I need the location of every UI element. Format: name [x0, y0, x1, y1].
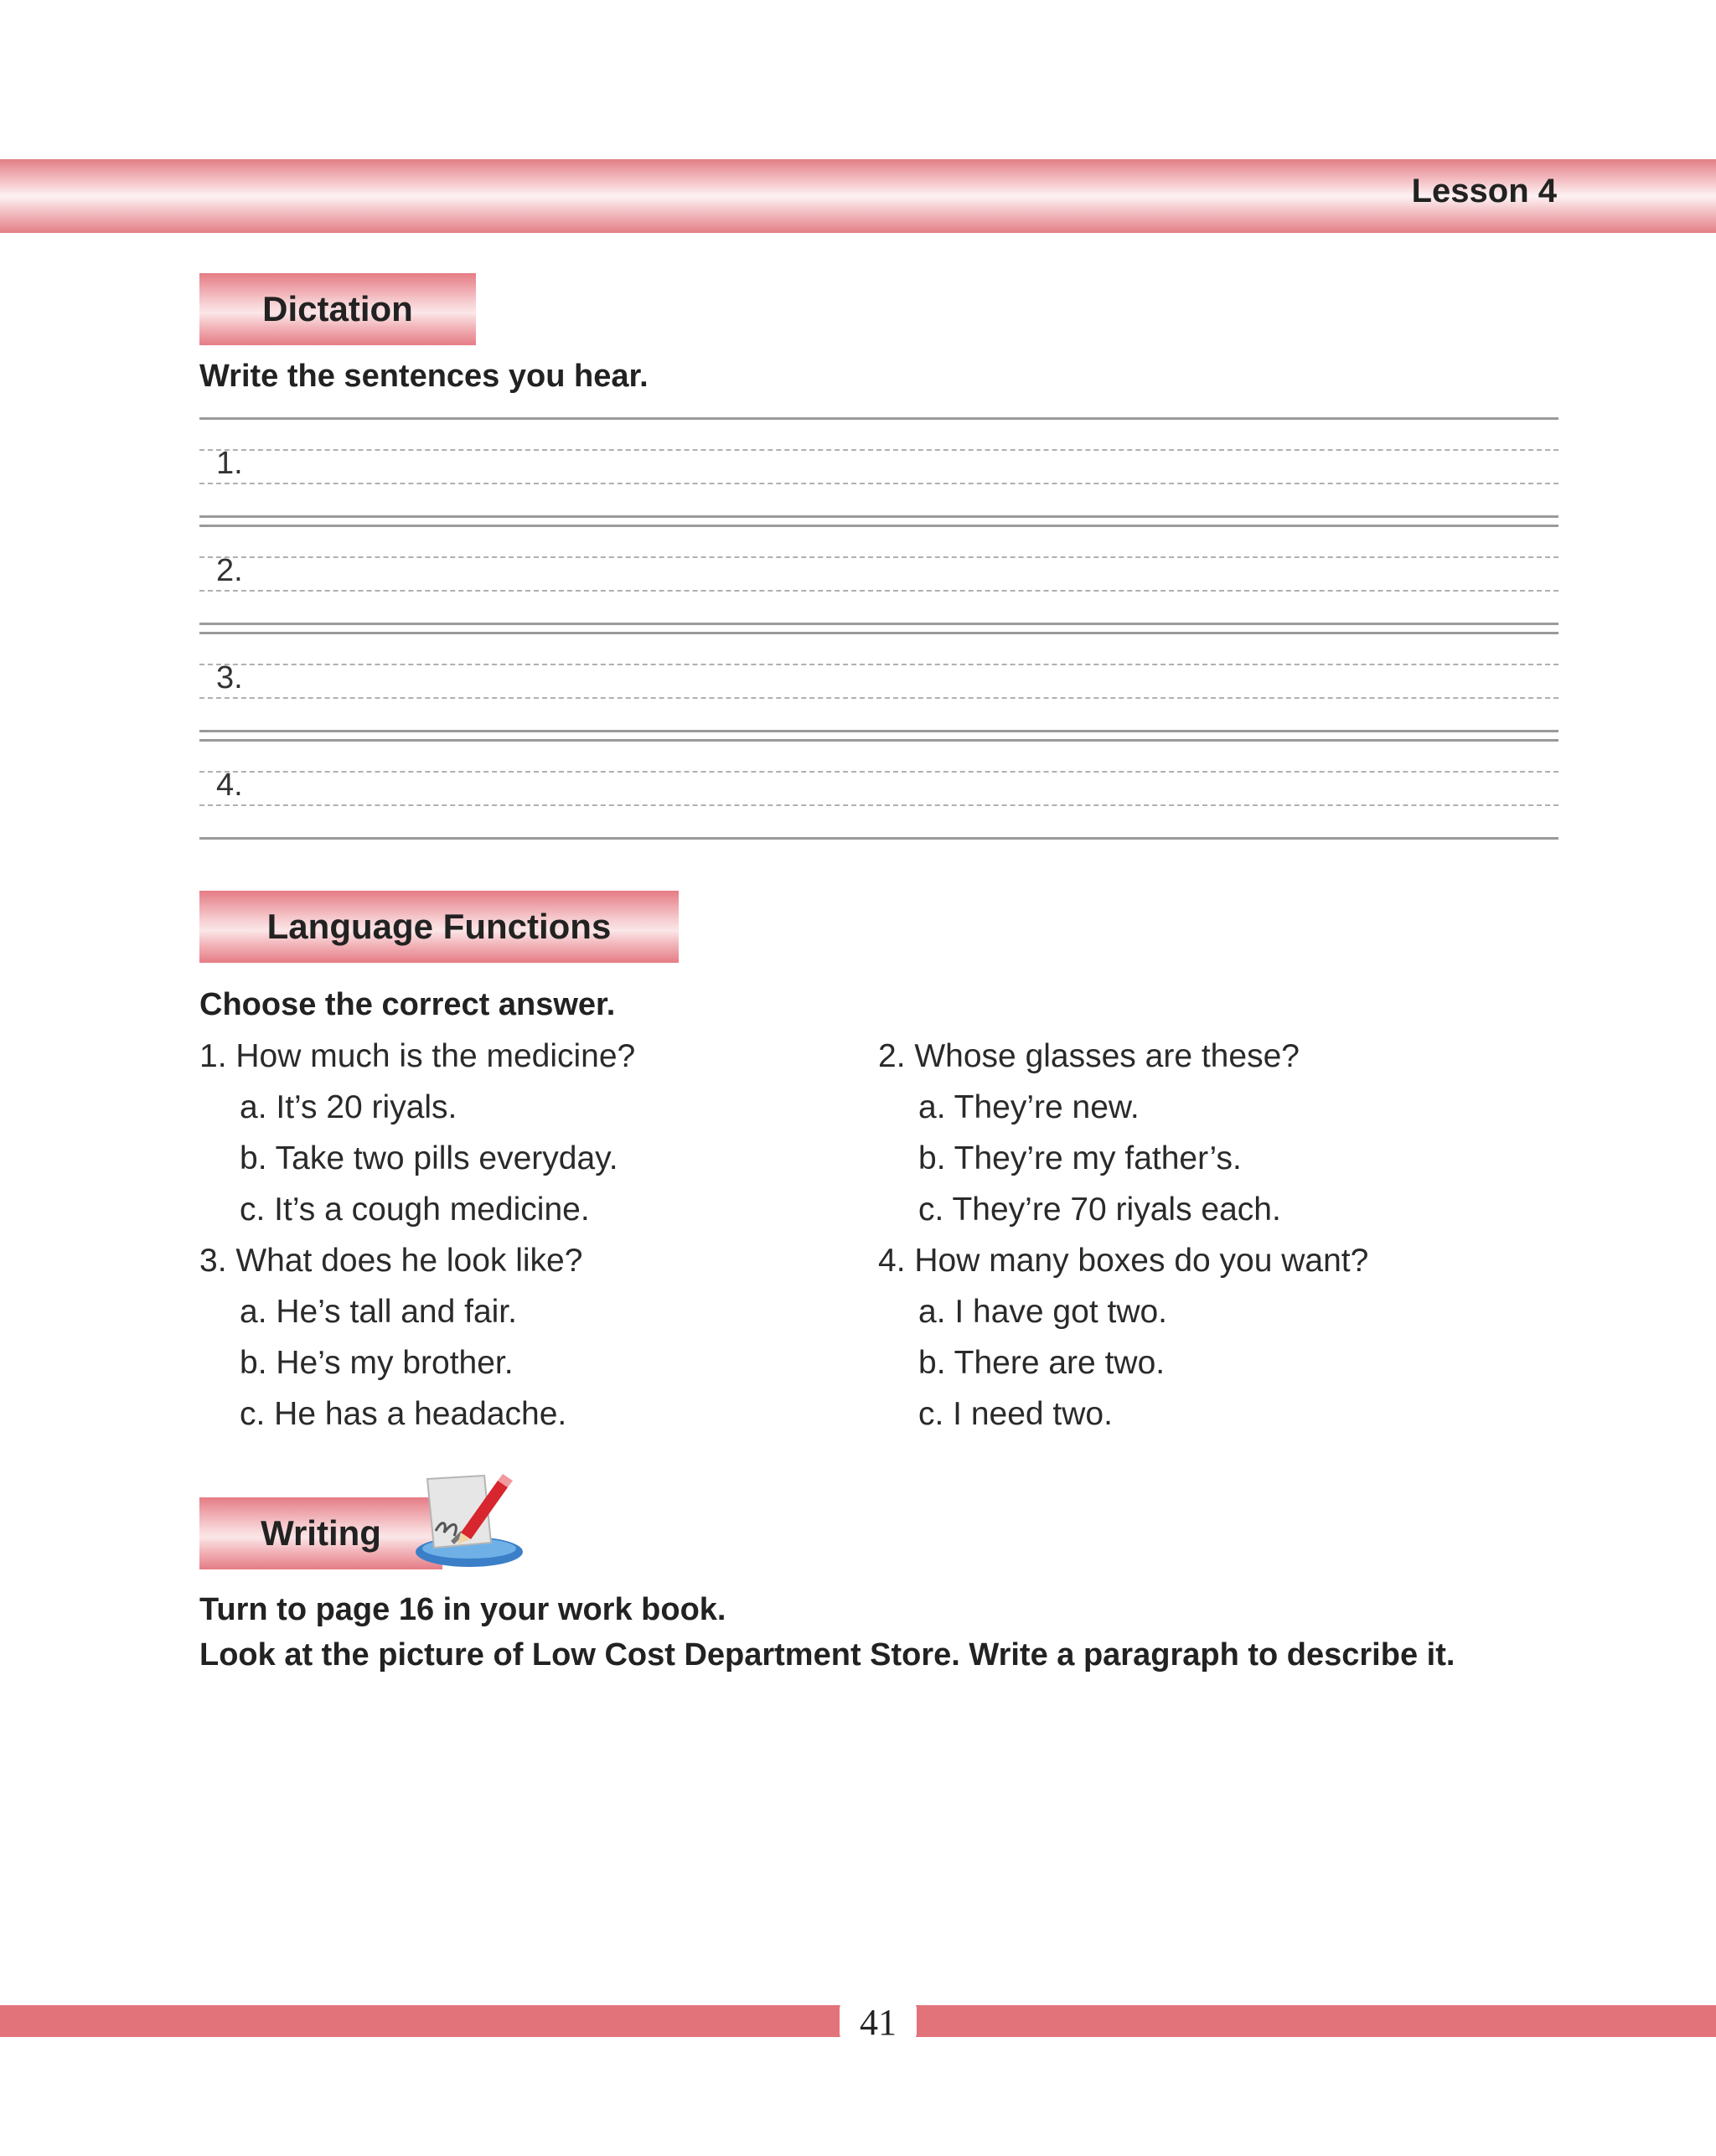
- question-text: 1. How much is the medicine?: [199, 1038, 636, 1074]
- question-text: 4. How many boxes do you want?: [878, 1243, 1369, 1279]
- questions-left-column: [199, 1031, 635, 1440]
- answer-option[interactable]: b. There are two.: [918, 1345, 1166, 1381]
- dictation-line-2[interactable]: [199, 525, 1558, 633]
- writing-section-header: Writing: [199, 1497, 442, 1569]
- answer-option[interactable]: a. They’re new.: [918, 1089, 1140, 1125]
- page-number: 41: [860, 2002, 897, 2043]
- answer-option[interactable]: b. He’s my brother.: [240, 1345, 514, 1381]
- writing-instruction-line-1: Turn to page 16 in your work book.: [199, 1592, 726, 1627]
- questions-right-column: [878, 1031, 1368, 1440]
- dictation-line-number: 4.: [216, 768, 243, 803]
- question-text: 3. What does he look like?: [199, 1243, 583, 1279]
- writing-pencil-icon: [411, 1472, 528, 1573]
- dictation-section-header: Dictation: [199, 273, 476, 345]
- dictation-line-3[interactable]: [199, 632, 1558, 741]
- question-block: [199, 1031, 635, 1235]
- writing-instruction-line-2: Look at the picture of Low Cost Department Store. Write a paragraph to describe it.: [199, 1637, 1455, 1673]
- answer-option[interactable]: b. They’re my father’s.: [918, 1140, 1242, 1176]
- dictation-line-number: 3.: [216, 660, 243, 695]
- language-functions-instruction: Choose the correct answer.: [199, 987, 616, 1022]
- answer-option[interactable]: c. I need two.: [918, 1396, 1113, 1432]
- question-block: [199, 1235, 635, 1440]
- answer-option[interactable]: a. It’s 20 riyals.: [240, 1089, 457, 1125]
- answer-option[interactable]: c. They’re 70 riyals each.: [918, 1192, 1281, 1228]
- answer-option[interactable]: c. He has a headache.: [240, 1396, 567, 1432]
- answer-option[interactable]: b. Take two pills everyday.: [240, 1140, 618, 1176]
- answer-option[interactable]: c. It’s a cough medicine.: [240, 1192, 590, 1228]
- dictation-instruction: Write the sentences you hear.: [199, 359, 649, 394]
- question-text: 2. Whose glasses are these?: [878, 1038, 1300, 1074]
- answer-option[interactable]: a. He’s tall and fair.: [240, 1294, 517, 1330]
- lesson-label: Lesson 4: [1411, 173, 1557, 209]
- question-block: [878, 1235, 1368, 1440]
- dictation-line-number: 2.: [216, 553, 243, 588]
- language-functions-section-header: Language Functions: [199, 891, 679, 963]
- answer-option[interactable]: a. I have got two.: [918, 1294, 1168, 1330]
- question-block: [878, 1031, 1368, 1235]
- dictation-line-4[interactable]: [199, 739, 1558, 848]
- dictation-line-1[interactable]: [199, 417, 1558, 526]
- dictation-line-number: 1.: [216, 446, 243, 481]
